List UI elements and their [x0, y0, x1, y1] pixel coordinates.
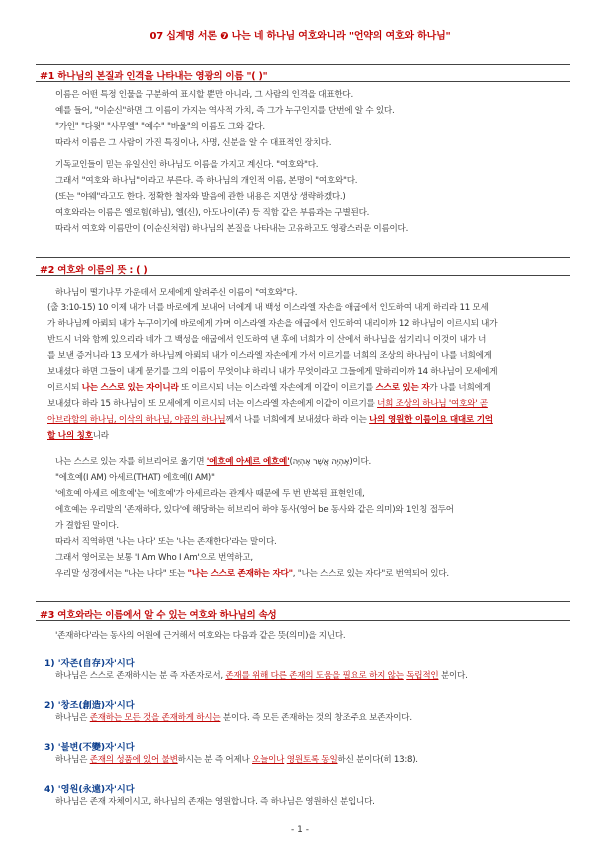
section-2-intro: 하나님이 떨기나무 가운데서 모세에게 알려주신 이름이 "여호와"다.	[55, 288, 298, 298]
attribute-description	[55, 755, 418, 765]
highlighted-phrase: 나는 스스로 있는 자이니라	[81, 383, 179, 393]
attribute-title: 3) '불변(不變)자'시다	[44, 742, 135, 753]
scripture-text: 가 나를 너희에게	[429, 383, 491, 393]
attribute-description	[55, 671, 468, 681]
scripture-text: 이르시되	[47, 383, 82, 393]
attribute-description: 하나님은 존재 자체이시고, 하나님의 존재는 영원합니다. 즉 하나님은 영원하신 분입니다.	[55, 797, 375, 807]
highlighted-phrase: 스스로 있는 자	[375, 383, 430, 393]
underlined-phrase: 존재를 위해 다른 존재의 도움을 필요로 하지 않는	[225, 671, 404, 681]
attribute-text: 하나님은 스스로 존재하시는 분 즉 자존자로서,	[55, 671, 226, 681]
attribute-title: 1) '자존(自存)자'시다	[44, 658, 135, 669]
scripture-line	[47, 415, 493, 425]
section-1-line: 그래서 "여호와 하나님"이라고 부른다. 즉 하나님의 개인적 이름, 본명이 "여호와"다.	[55, 176, 358, 186]
scripture-line	[47, 431, 109, 441]
section-2-top-rule	[36, 257, 570, 258]
section-1-line: (또는 "야웨"라고도 한다. 정확한 철자와 발음에 관한 내용은 지면상 생략하겠다.)	[55, 192, 346, 202]
scripture-line	[47, 399, 488, 409]
attribute-title: 2) '창조(創造)자'시다	[44, 700, 135, 711]
scripture-text: 께서 나를 너희에게 보내셨다 하라 이는	[225, 415, 370, 425]
attribute-text: 분이다. 즉 모든 존재하는 것의 창조주요 보존자이다.	[220, 713, 412, 723]
explanation-line	[55, 569, 449, 579]
section-2-bottom-rule	[36, 275, 570, 276]
underlined-phrase: 나의 영원한 이름이요 대대로 기억	[369, 415, 493, 425]
page-number: - 1 -	[291, 825, 309, 835]
attribute-text: 하나님은	[55, 713, 90, 723]
section-3-heading: #3 여호와라는 이름에서 알 수 있는 여호와 하나님의 속성	[40, 610, 277, 621]
section-1-line: 여호와라는 이름은 엘로힘(하님), 엘(신), 아도나이(주) 등 직함 같은 부름과는 구별된다.	[55, 208, 370, 218]
explanation-line: '에흐예 아세르 에흐예'는 '에흐예'가 아세르라는 관계사 때문에 두 번 반복된 표현인데,	[55, 489, 365, 499]
attribute-text: 하시는 분 즉 어제나	[177, 755, 253, 765]
explanation-line: 따라서 직역하면 '나는 나다' 또는 '나는 존재한다'라는 말이다.	[55, 537, 277, 547]
explanation-line: 그래서 영어로는 보통 'I Am Who I Am'으로 번역하고,	[55, 553, 253, 563]
attribute-title: 4) '영원(永遠)자'시다	[44, 784, 135, 795]
explanation-text: , "나는 스스로 있는 자다"로 번역되어 있다.	[292, 569, 449, 579]
scripture-text: 니라	[92, 431, 109, 441]
underlined-phrase: 존재의 성품에 있어 불변	[89, 755, 178, 765]
section-1-line: 따라서 여호와 이름만이 (이순신처럼) 하나님의 본질을 나타내는 고유하고도 영광스러운 이름이다.	[55, 224, 409, 234]
scripture-line: 가 하나님께 아뢰되 내가 누구이기에 바로에게 가며 이스라엘 자손을 애굽에서 인도하여 내리이까 12 하나님이 이르시되 내가	[47, 319, 498, 329]
underlined-phrase: 영원토록 동일	[286, 755, 338, 765]
explanation-text: (אֶהְיֶה אֲשֶׁר אֶהְיֶה)이다.	[289, 457, 372, 467]
underlined-phrase: 존재하는 모든 것을 존재하게 하시는	[89, 713, 221, 723]
section-1-heading: #1 하나님의 본질과 인격을 나타내는 영광의 이름 "( )"	[40, 71, 268, 82]
section-1-line: 따라서 이름은 그 사람이 가진 특징이나, 사명, 신분을 알 수 대표적인 장치다.	[55, 138, 332, 148]
scripture-text: 보내셨다 하라 15 하나님이 또 모세에게 이르시되 너는 이스라엘 자손에게 이같이 이르기를	[47, 399, 378, 409]
document-title: 07 십계명 서론 ❼ 나는 네 하나님 여호와니라 "언약의 여호와 하나님"	[149, 31, 451, 42]
scripture-line: (출 3:10-15) 10 이제 내가 너를 바로에게 보내어 너에게 내 백성 이스라엘 자손을 애굽에서 인도하여 내게 하리라 11 모세	[47, 303, 489, 313]
underlined-phrase: 오늘이나	[252, 755, 285, 765]
scripture-text: 또 이르시되 너는 이스라엘 자손에게 이같이 이르기를	[178, 383, 376, 393]
explanation-text: 나는 스스로 있는 자를 히브리어로 옮기면	[55, 457, 207, 467]
attribute-text: 하신 분이다(히 13:8).	[337, 755, 418, 765]
attribute-text: 분이다.	[438, 671, 468, 681]
explanation-line: "에흐예(I AM) 아세르(THAT) 에흐예(I AM)"	[55, 473, 215, 483]
section-2-heading: #2 여호와 이름의 뜻 : ( )	[40, 265, 148, 276]
section-1-top-rule	[36, 64, 570, 65]
scripture-line: 반드시 너와 함께 있으리라 네가 그 백성을 애굽에서 인도하여 낸 후에 너희가 이 산에서 하나님을 섬기리니 이것이 내가 너	[47, 335, 487, 345]
attribute-text: 하나님은	[55, 755, 90, 765]
underlined-phrase: 할 나의 칭호	[47, 431, 93, 441]
explanation-line	[55, 457, 371, 467]
scripture-line	[47, 383, 491, 393]
section-1-bottom-rule	[36, 81, 570, 82]
underlined-phrase: '에흐예 아세르 에흐예'	[206, 457, 290, 467]
explanation-text: 우리말 성경에서는 "나는 나다" 또는	[55, 569, 188, 579]
section-1-line: 이름은 어떤 특정 인물을 구분하여 표시할 뿐만 아니라, 그 사람의 인격을 대표한다.	[55, 90, 353, 100]
section-1-line: "가인" "다윗" "사무엘" "예수" "바울"의 이름도 그와 같다.	[55, 122, 265, 132]
underlined-phrase: 독립적인	[406, 671, 439, 681]
section-1-line: 예를 들어, "이순신"하면 그 이름이 가지는 역사적 가치, 즉 그가 누구인지를 단번에 알 수 있다.	[55, 106, 395, 116]
section-3-bottom-rule	[36, 620, 570, 621]
scripture-line: 보내셨다 하면 그들이 내게 묻기를 그의 이름이 무엇이냐 하리니 내가 무엇이라고 그들에게 말하리이까 14 하나님이 모세에게	[47, 367, 498, 377]
scripture-line: 를 보낸 증거니라 13 모세가 하나님께 아뢰되 내가 이스라엘 자손에게 가서 이르기를 너희의 조상의 하나님이 나를 너희에게	[47, 351, 492, 361]
highlighted-phrase: "나는 스스로 존재하는 자다"	[187, 569, 293, 579]
section-1-line: 기독교인들이 믿는 유일신인 하나님도 이름을 가지고 계신다. "여호와"다.	[55, 160, 319, 170]
section-3-intro: '존재하다'라는 동사의 어원에 근거해서 여호와는 다음과 같은 뜻(의미)을 지닌다.	[55, 631, 346, 641]
explanation-line: 에흐예는 우리말의 '존재하다, 있다'에 해당하는 히브리어 하야 동사(영어 be 동사와 같은 의미)와 1인칭 접두어	[55, 505, 454, 515]
attribute-description	[55, 713, 412, 723]
explanation-line: 가 결합된 말이다.	[55, 521, 119, 531]
section-3-top-rule	[36, 601, 570, 602]
underlined-phrase: 아브라함의 하나님, 이삭의 하나님, 야곱의 하나님	[47, 415, 226, 425]
underlined-phrase: 너희 조상의 하나님 '여호와' 곧	[377, 399, 488, 409]
